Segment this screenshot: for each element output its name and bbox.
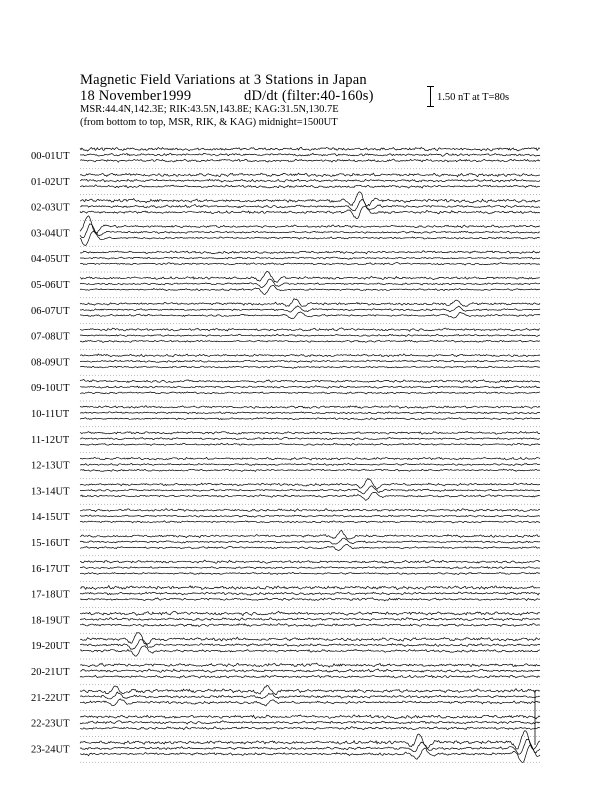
trace-kag (80, 216, 540, 233)
trace-kag (80, 147, 540, 151)
trace-rik (80, 412, 540, 414)
hour-label: 10-11UT (31, 409, 70, 420)
hour-label: 05-06UT (31, 280, 70, 291)
hour-label: 01-02UT (31, 176, 70, 188)
trace-rik (80, 179, 540, 182)
trace-rik (80, 721, 540, 724)
trace-kag (80, 173, 540, 177)
hour-label: 23-24UT (31, 744, 70, 756)
trace-rik (80, 386, 540, 389)
trace-kag (80, 530, 540, 539)
hour-label: 16-17UT (31, 563, 70, 575)
trace-msr (80, 469, 540, 471)
trace-kag (80, 611, 540, 615)
scale-label: 1.50 nT at T=80s (437, 92, 510, 103)
trace-msr (80, 675, 540, 678)
trace-msr (80, 699, 540, 706)
trace-msr (80, 231, 540, 245)
trace-rik (80, 640, 540, 650)
trace-msr (80, 285, 540, 294)
trace-kag (80, 432, 540, 435)
hour-label: 17-18UT (31, 589, 70, 601)
quantity-label: dD/dt (filter:40-160s) (244, 88, 374, 104)
trace-msr (80, 185, 540, 188)
trace-msr (80, 263, 540, 266)
trace-msr (80, 545, 540, 551)
trace-rik (80, 618, 540, 621)
trace-kag (80, 560, 540, 563)
trace-kag (80, 715, 540, 719)
trace-kag (80, 457, 540, 460)
trace-kag (80, 686, 540, 695)
trace-rik (80, 463, 540, 465)
trace-kag (80, 406, 540, 409)
hour-label: 09-10UT (31, 383, 70, 395)
hour-label: 22-23UT (31, 718, 70, 730)
trace-kag (80, 633, 540, 645)
trace-kag (80, 509, 540, 512)
hour-label: 12-13UT (31, 460, 70, 472)
trace-rik (80, 153, 540, 156)
trace-msr (80, 624, 540, 627)
date-label: 18 November1999 (80, 88, 192, 104)
trace-msr (80, 727, 540, 730)
trace-kag (80, 731, 540, 750)
trace-kag (80, 379, 540, 382)
trace-rik (80, 486, 540, 494)
trace-msr (80, 572, 540, 574)
hour-label: 07-08UT (31, 331, 70, 343)
trace-msr (80, 521, 540, 523)
trace-rik (80, 567, 540, 569)
hour-label: 19-20UT (31, 641, 70, 653)
trace-msr (80, 418, 540, 420)
hour-label: 00-01UT (31, 151, 70, 162)
trace-msr (80, 340, 540, 342)
trace-msr (80, 206, 540, 218)
trace-kag (80, 192, 540, 206)
hour-label: 03-04UT (31, 228, 70, 240)
order-note: (from bottom to top, MSR, RIK, & KAG) midnight=1500UT (80, 117, 338, 128)
trace-rik (80, 306, 540, 312)
trace-rik (80, 538, 540, 544)
trace-msr (80, 392, 540, 394)
trace-rik (80, 592, 540, 595)
trace-kag (80, 663, 540, 667)
hour-label: 21-22UT (31, 692, 70, 704)
trace-kag (80, 586, 540, 590)
hour-label: 13-14UT (31, 486, 70, 498)
trace-rik (80, 257, 540, 259)
trace-rik (80, 669, 540, 673)
trace-msr (80, 443, 540, 445)
hour-label: 11-12UT (31, 434, 70, 446)
stations-label: MSR:44.4N,142.3E; RIK:43.5N,143.8E; KAG:31.5N,130.7E (80, 104, 339, 115)
trace-msr (80, 366, 540, 368)
trace-rik (80, 360, 540, 362)
hour-label: 18-19UT (31, 615, 70, 627)
trace-kag (80, 354, 540, 357)
hour-label: 04-05UT (31, 254, 70, 266)
hour-label: 20-21UT (31, 667, 70, 678)
trace-msr (80, 493, 540, 501)
trace-rik (80, 199, 540, 210)
trace-msr (80, 598, 540, 601)
hour-label: 02-03UT (31, 202, 70, 214)
trace-msr (80, 312, 540, 319)
hour-label: 14-15UT (31, 512, 70, 524)
trace-rik (80, 692, 540, 699)
trace-kag (80, 251, 540, 254)
trace-kag (80, 479, 540, 490)
hour-label: 06-07UT (31, 305, 70, 317)
hour-label: 15-16UT (31, 538, 70, 549)
trace-rik (80, 279, 540, 288)
trace-kag (80, 328, 540, 331)
trace-kag (80, 271, 540, 282)
hour-label: 08-09UT (31, 357, 70, 369)
chart-title: Magnetic Field Variations at 3 Stations in Japan (80, 72, 367, 88)
trace-kag (80, 299, 540, 307)
trace-rik (80, 437, 540, 440)
trace-rik (80, 515, 540, 517)
trace-msr (80, 159, 540, 162)
trace-rik (80, 334, 540, 336)
